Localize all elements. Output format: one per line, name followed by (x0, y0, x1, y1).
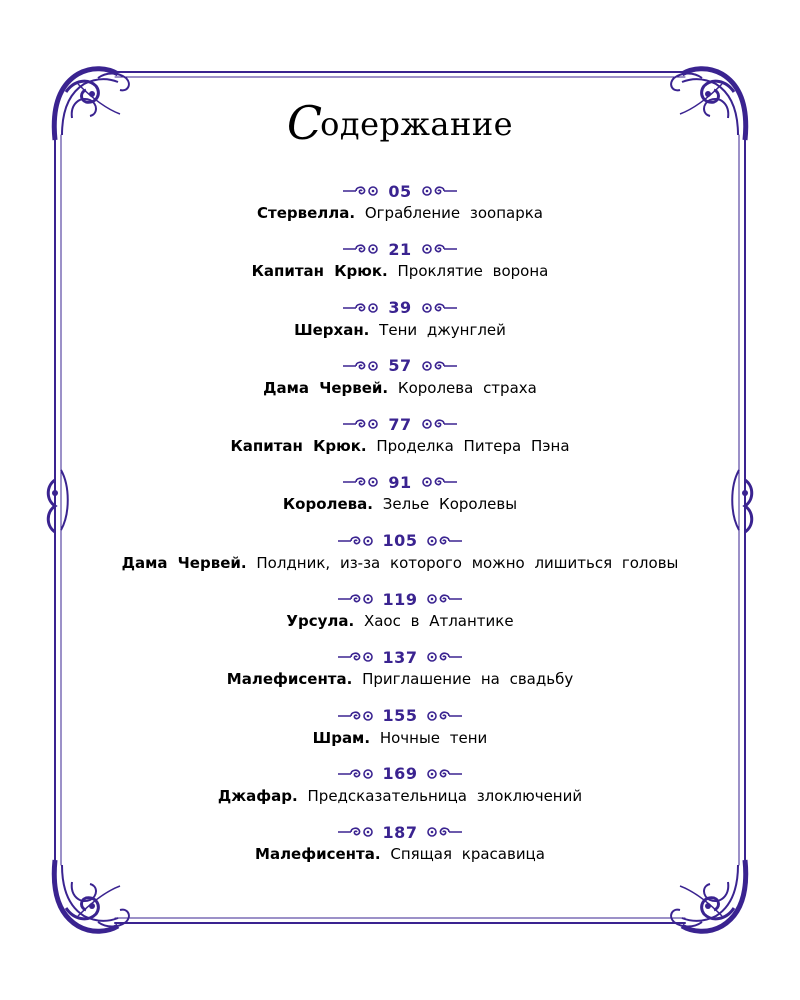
toc-entry (0, 703, 800, 761)
entry-title (0, 670, 800, 688)
entry-title (0, 845, 800, 863)
swirl-ornament-icon (342, 243, 380, 255)
page-number-line (0, 178, 800, 204)
toc-entry (0, 236, 800, 294)
story-title: Проклятие ворона (397, 262, 549, 281)
swirl-ornament-icon (337, 826, 375, 838)
entry-title (0, 787, 800, 805)
story-title: Проделка Питера Пэна (376, 437, 570, 456)
toc-entry (0, 353, 800, 411)
page-number: 137 (382, 647, 418, 667)
title-text: одержание (320, 105, 514, 143)
page-number-line (0, 236, 800, 262)
story-title: Хаос в Атлантике (363, 612, 514, 631)
page-number-line (0, 295, 800, 321)
swirl-ornament-icon (337, 768, 375, 780)
toc-entry (0, 761, 800, 819)
swirl-ornament-icon (420, 302, 458, 314)
swirl-ornament-icon (425, 826, 463, 838)
page-number: 57 (388, 356, 412, 376)
entry-title (0, 379, 800, 397)
swirl-ornament-icon (337, 593, 375, 605)
toc-entry (0, 528, 800, 586)
page-number-line (0, 761, 800, 787)
character-name: Урсула. (286, 612, 355, 631)
page-number: 187 (382, 822, 418, 842)
character-name: Малефисента. (226, 670, 353, 689)
swirl-ornament-icon (342, 360, 380, 372)
entry-title (0, 495, 800, 513)
page-number-line (0, 353, 800, 379)
page-number-line (0, 411, 800, 437)
character-name: Дама Червей. (121, 553, 247, 572)
character-name: Шерхан. (294, 320, 370, 339)
page-number: 119 (382, 589, 418, 609)
character-name: Стервелла. (257, 204, 356, 222)
page-number: 21 (388, 239, 412, 259)
character-name: Джафар. (217, 786, 298, 805)
toc-entry (0, 644, 800, 702)
page-number-line (0, 703, 800, 729)
swirl-ornament-icon (342, 302, 380, 314)
character-name: Капитан Крюк. (230, 437, 367, 456)
story-title: Полдник, из-за которого можно лишиться головы (256, 553, 679, 572)
page-number: 05 (388, 181, 412, 201)
toc-entry (0, 469, 800, 527)
swirl-ornament-icon (420, 418, 458, 430)
story-title: Спящая красавица (390, 845, 545, 864)
swirl-ornament-icon (337, 710, 375, 722)
swirl-ornament-icon (425, 710, 463, 722)
page-number: 155 (382, 706, 418, 726)
page-number: 91 (388, 472, 412, 492)
entry-title (0, 204, 800, 222)
page-number-line (0, 819, 800, 845)
character-name: Дама Червей. (263, 378, 389, 397)
story-title: Тени джунглей (379, 320, 506, 339)
toc-entry (0, 819, 800, 877)
page-title (0, 92, 800, 150)
swirl-ornament-icon (337, 535, 375, 547)
swirl-ornament-icon (342, 476, 380, 488)
swirl-ornament-icon (425, 651, 463, 663)
story-title: Приглашение на свадьбу (362, 670, 574, 689)
page-number-line (0, 528, 800, 554)
character-name: Малефисента. (255, 845, 381, 864)
swirl-ornament-icon (420, 476, 458, 488)
swirl-ornament-icon (420, 243, 458, 255)
entry-title (0, 321, 800, 339)
entry-title (0, 729, 800, 747)
swirl-ornament-icon (342, 185, 380, 197)
page-number: 105 (382, 531, 418, 551)
page-number: 77 (388, 414, 412, 434)
swirl-ornament-icon (337, 651, 375, 663)
swirl-ornament-icon (342, 418, 380, 430)
story-title: Ночные тени (379, 728, 488, 747)
story-title: Предсказательница злоключений (307, 786, 583, 805)
swirl-ornament-icon (420, 185, 458, 197)
character-name: Королева. (282, 495, 373, 514)
story-title: Зелье Королевы (382, 495, 518, 514)
title-initial: С (286, 96, 323, 150)
table-of-contents (0, 178, 800, 878)
page-number-line (0, 586, 800, 612)
story-title: Королева страха (397, 378, 537, 397)
swirl-ornament-icon (425, 768, 463, 780)
entry-title (0, 262, 800, 280)
swirl-ornament-icon (425, 535, 463, 547)
swirl-ornament-icon (425, 593, 463, 605)
page-number-line (0, 644, 800, 670)
page-number: 39 (388, 298, 412, 318)
swirl-ornament-icon (420, 360, 458, 372)
page-number: 169 (382, 764, 418, 784)
toc-entry (0, 411, 800, 469)
page-number-line (0, 469, 800, 495)
entry-title (0, 437, 800, 455)
story-title: Ограбление зоопарка (364, 204, 543, 222)
toc-entry (0, 586, 800, 644)
toc-entry (0, 295, 800, 353)
entry-title (0, 612, 800, 630)
toc-entry (0, 178, 800, 236)
entry-title (0, 554, 800, 572)
character-name: Шрам. (312, 728, 371, 747)
character-name: Капитан Крюк. (251, 262, 388, 281)
